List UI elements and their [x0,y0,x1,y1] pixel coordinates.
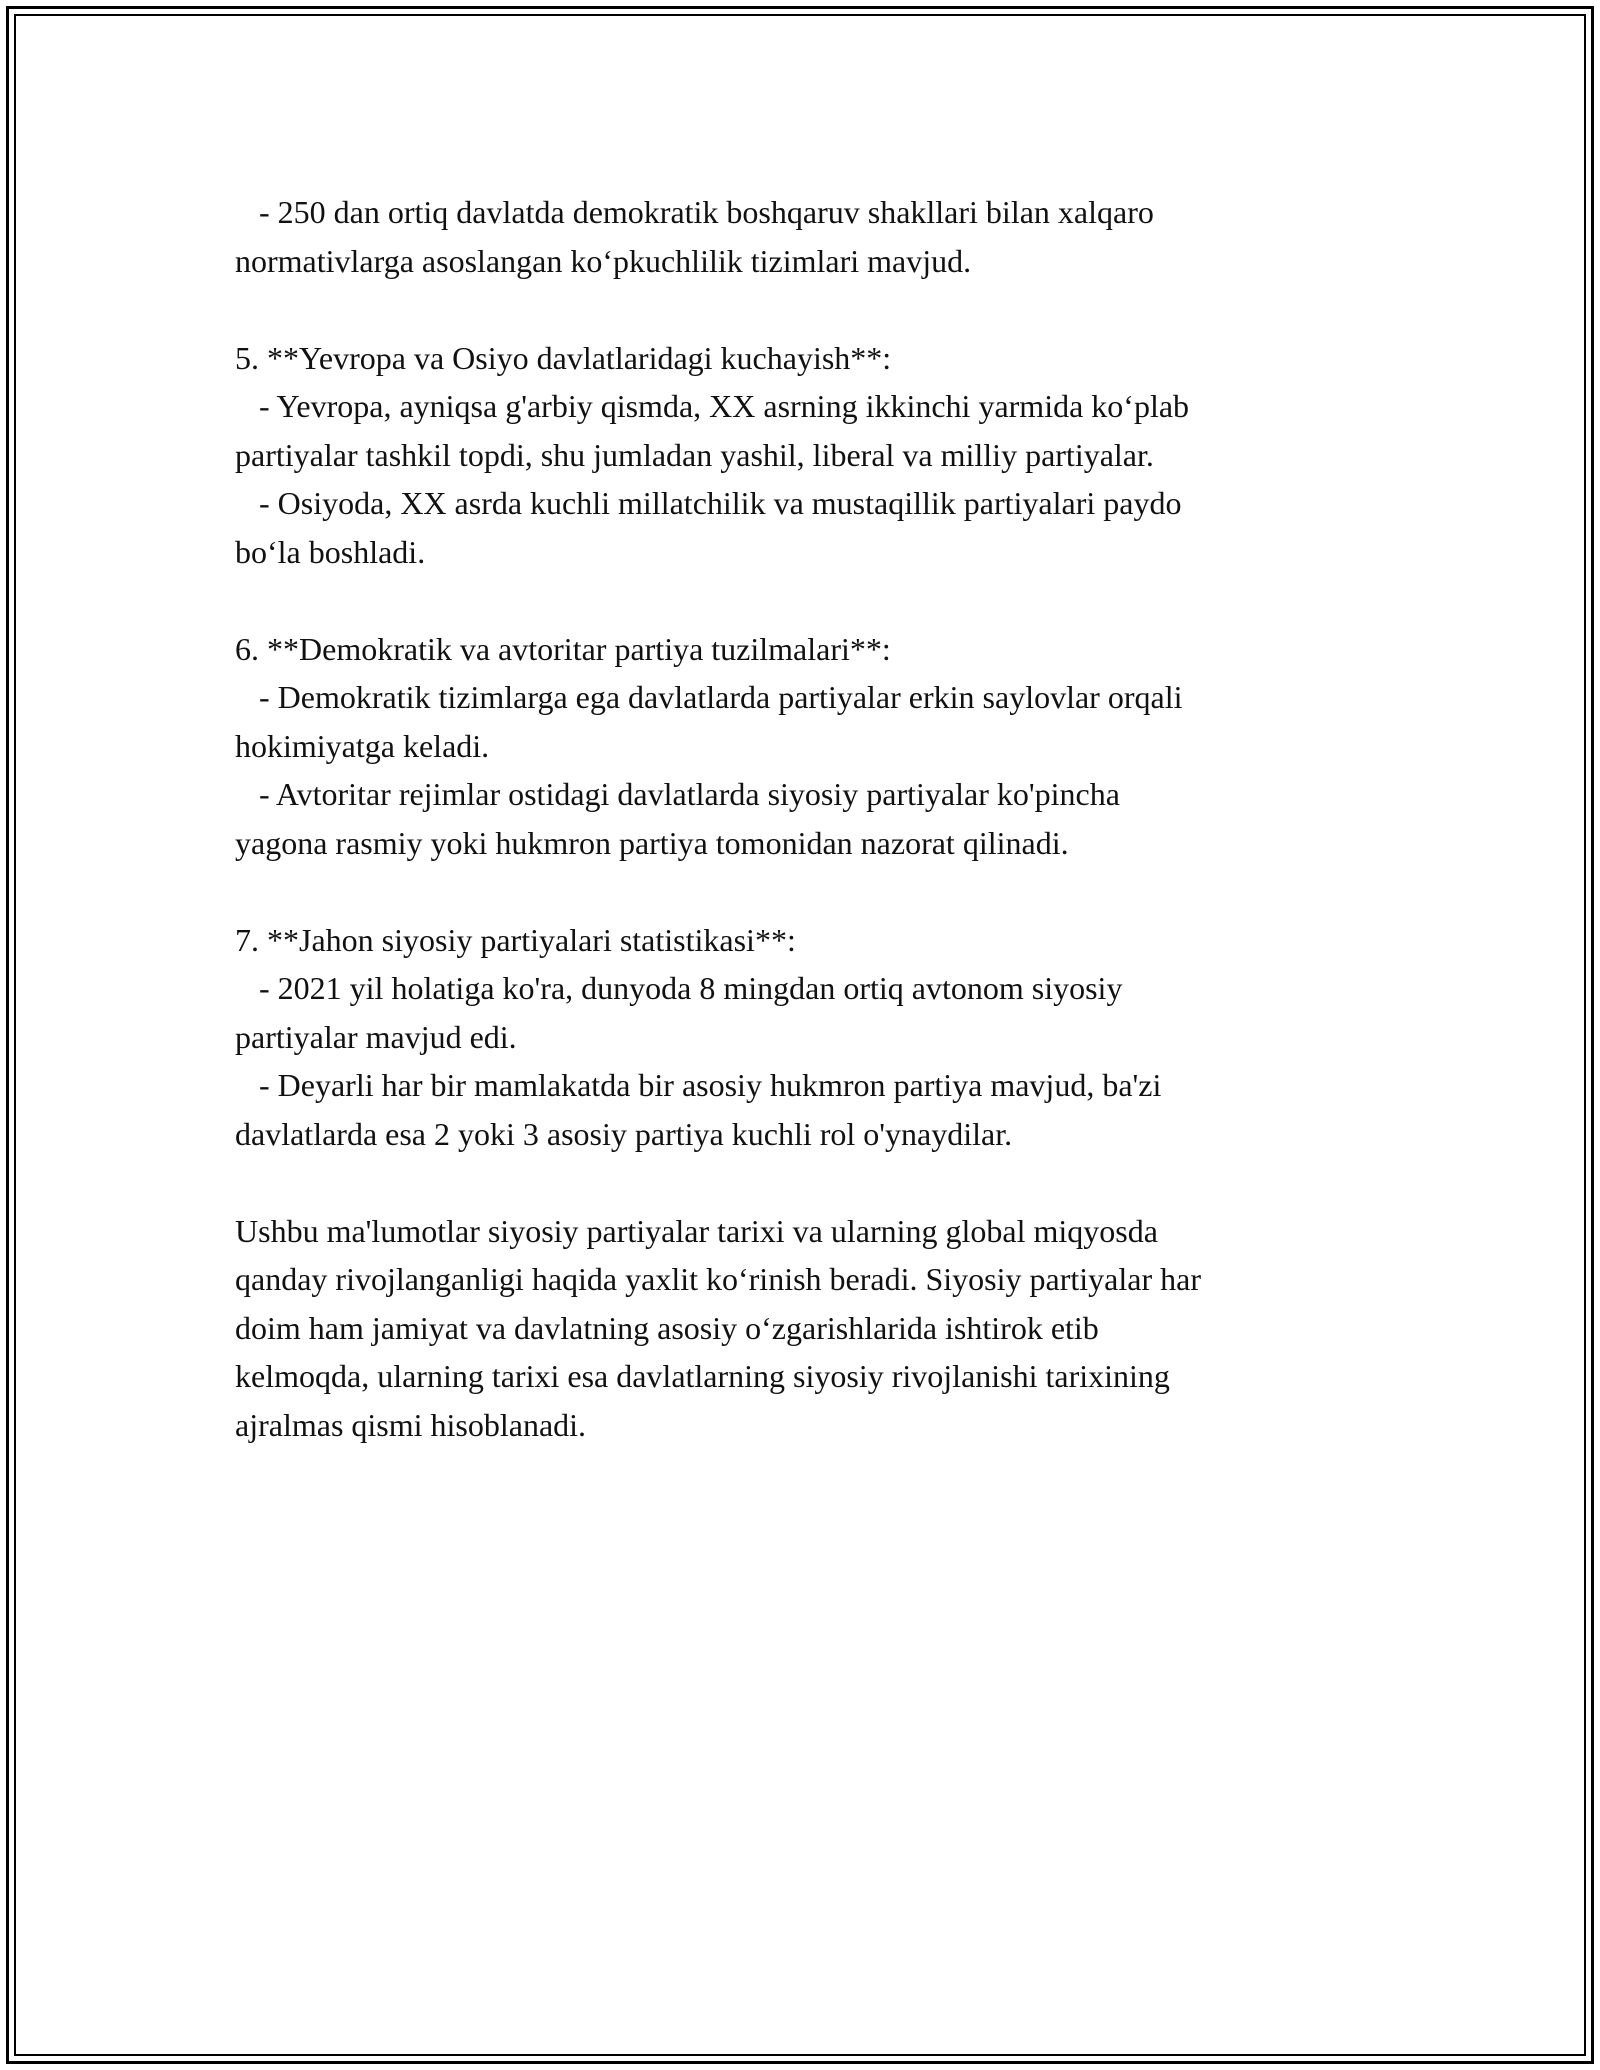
text-line: yagona rasmiy yoki hukmron partiya tomonidan nazorat qilinadi. [235,824,1069,861]
text-line: - Avtoritar rejimlar ostidagi davlatlarda siyosiy partiyalar ko'pincha [235,776,1120,812]
blank-line [235,576,1375,625]
text-line: normativlarga asoslangan ko‘pkuchlilik tizimlari mavjud. [235,242,972,279]
section-heading-5: 5. **Yevropa va Osiyo davlatlaridagi kuchayish**: [235,339,892,376]
section-heading-6: 6. **Demokratik va avtoritar partiya tuzilmalari**: [235,630,891,667]
blank-line [235,867,1375,916]
text-line: - Osiyoda, XX asrda kuchli millatchilik va mustaqillik partiyalari paydo [235,485,1182,521]
text-line: - 2021 yil holatiga ko'ra, dunyoda 8 mingdan ortiq avtonom siyosiy [235,970,1123,1006]
text-line: - 250 dan ortiq davlatda demokratik boshqaruv shakllari bilan xalqaro [235,194,1154,230]
text-line: partiyalar mavjud edi. [235,1018,517,1055]
conclusion-line: ajralmas qismi hisoblanadi. [235,1406,587,1443]
conclusion-line: qanday rivojlanganligi haqida yaxlit ko‘rinish beradi. Siyosiy partiyalar har [235,1261,1201,1297]
section-heading-7: 7. **Jahon siyosiy partiyalari statistikasi**: [235,921,796,958]
blank-line [235,1158,1375,1207]
text-line: - Demokratik tizimlarga ega davlatlarda partiyalar erkin saylovlar orqali [235,679,1183,715]
text-line: - Deyarli har bir mamlakatda bir asosiy hukmron partiya mavjud, ba'zi [235,1067,1162,1103]
text-line: hokimiyatga keladi. [235,727,490,764]
text-line: bo‘la boshladi. [235,533,426,570]
text-line: - Yevropa, ayniqsa g'arbiy qismda, XX asrning ikkinchi yarmida ko‘plab [235,388,1190,424]
text-line: davlatlarda esa 2 yoki 3 asosiy partiya kuchli rol o'ynaydilar. [235,1115,1013,1152]
document-body [235,188,1375,1449]
blank-line [235,285,1375,334]
text-line: partiyalar tashkil topdi, shu jumladan yashil, liberal va milliy partiyalar. [235,436,1154,473]
conclusion-line: kelmoqda, ularning tarixi esa davlatlarning siyosiy rivojlanishi tarixining [235,1358,1170,1394]
conclusion-line: doim ham jamiyat va davlatning asosiy o‘zgarishlarida ishtirok etib [235,1309,1099,1346]
conclusion-line: Ushbu ma'lumotlar siyosiy partiyalar tarixi va ularning global miqyosda [235,1212,1158,1249]
